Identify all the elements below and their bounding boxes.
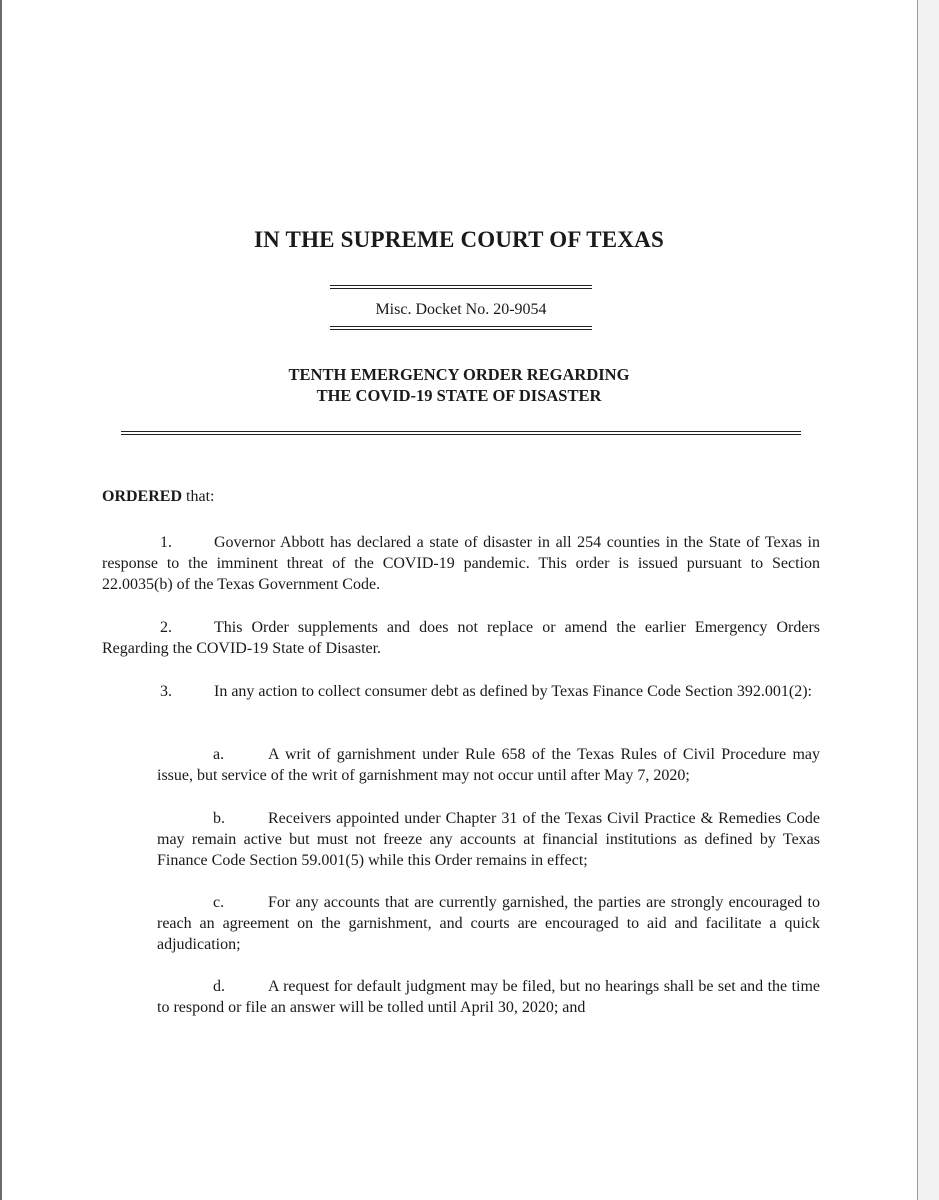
subparagraph-a: [157, 744, 820, 786]
double-rule-divider: [330, 285, 592, 289]
paragraph-number: 2.: [160, 619, 172, 636]
subparagraph-text: A writ of garnishment under Rule 658 of the Texas Rules of Civil Procedure may issue, but service of the writ of garnishment may not occur until after May 7, 2020;: [157, 746, 820, 784]
docket-number: Misc. Docket No. 20-9054: [375, 301, 547, 318]
double-rule-divider: [330, 326, 592, 330]
subparagraph-text: For any accounts that are currently garnished, the parties are strongly encouraged to reach an agreement on the garnishment, and courts are encouraged to aid and facilitate a quick adjudication;: [157, 894, 820, 953]
paragraph-1: [102, 532, 820, 595]
subparagraph-text: A request for default judgment may be filed, but no hearings shall be set and the time to respond or file an answer will be tolled until April 30, 2020; and: [157, 978, 820, 1016]
subparagraph-letter: c.: [213, 894, 225, 911]
subparagraph-b: [157, 808, 820, 871]
paragraph-number: 3.: [160, 683, 172, 700]
double-rule-divider: [121, 431, 801, 435]
subparagraph-letter: b.: [213, 810, 225, 827]
paragraph-text: In any action to collect consumer debt as defined by Texas Finance Code Section 392.001(2):: [214, 683, 812, 700]
paragraph-number: 1.: [160, 534, 172, 551]
paragraph-text: This Order supplements and does not replace or amend the earlier Emergency Orders Regarding the COVID-19 State of Disaster.: [102, 619, 820, 657]
subparagraph-c: [157, 892, 820, 955]
subparagraph-letter: d.: [213, 978, 225, 995]
subparagraph-letter: a.: [213, 746, 225, 763]
order-title: [0, 364, 918, 406]
order-title-line: TENTH EMERGENCY ORDER REGARDING: [288, 365, 630, 384]
ordered-rest: that:: [182, 488, 215, 505]
ordered-heading: [102, 488, 214, 506]
paragraph-text: Governor Abbott has declared a state of disaster in all 254 counties in the State of Texas in response to the imminent threat of the COVID-19 pandemic. This order is issued pursuant to Section 22.0035(b) of the Texas Government Code.: [102, 534, 820, 593]
order-title-line: THE COVID-19 STATE OF DISASTER: [316, 386, 602, 405]
paragraph-2: [102, 617, 820, 659]
viewer-background: [918, 0, 939, 1200]
subparagraph-text: Receivers appointed under Chapter 31 of the Texas Civil Practice & Remedies Code may remain active but must not freeze any accounts at financial institutions as defined by Texas Finance Code Section 59.001(5) while this Order remains in effect;: [157, 810, 820, 869]
subparagraph-d: [157, 976, 820, 1018]
ordered-label: ORDERED: [102, 488, 183, 505]
court-title: IN THE SUPREME COURT OF TEXAS: [254, 227, 664, 252]
paragraph-3: [102, 681, 820, 702]
